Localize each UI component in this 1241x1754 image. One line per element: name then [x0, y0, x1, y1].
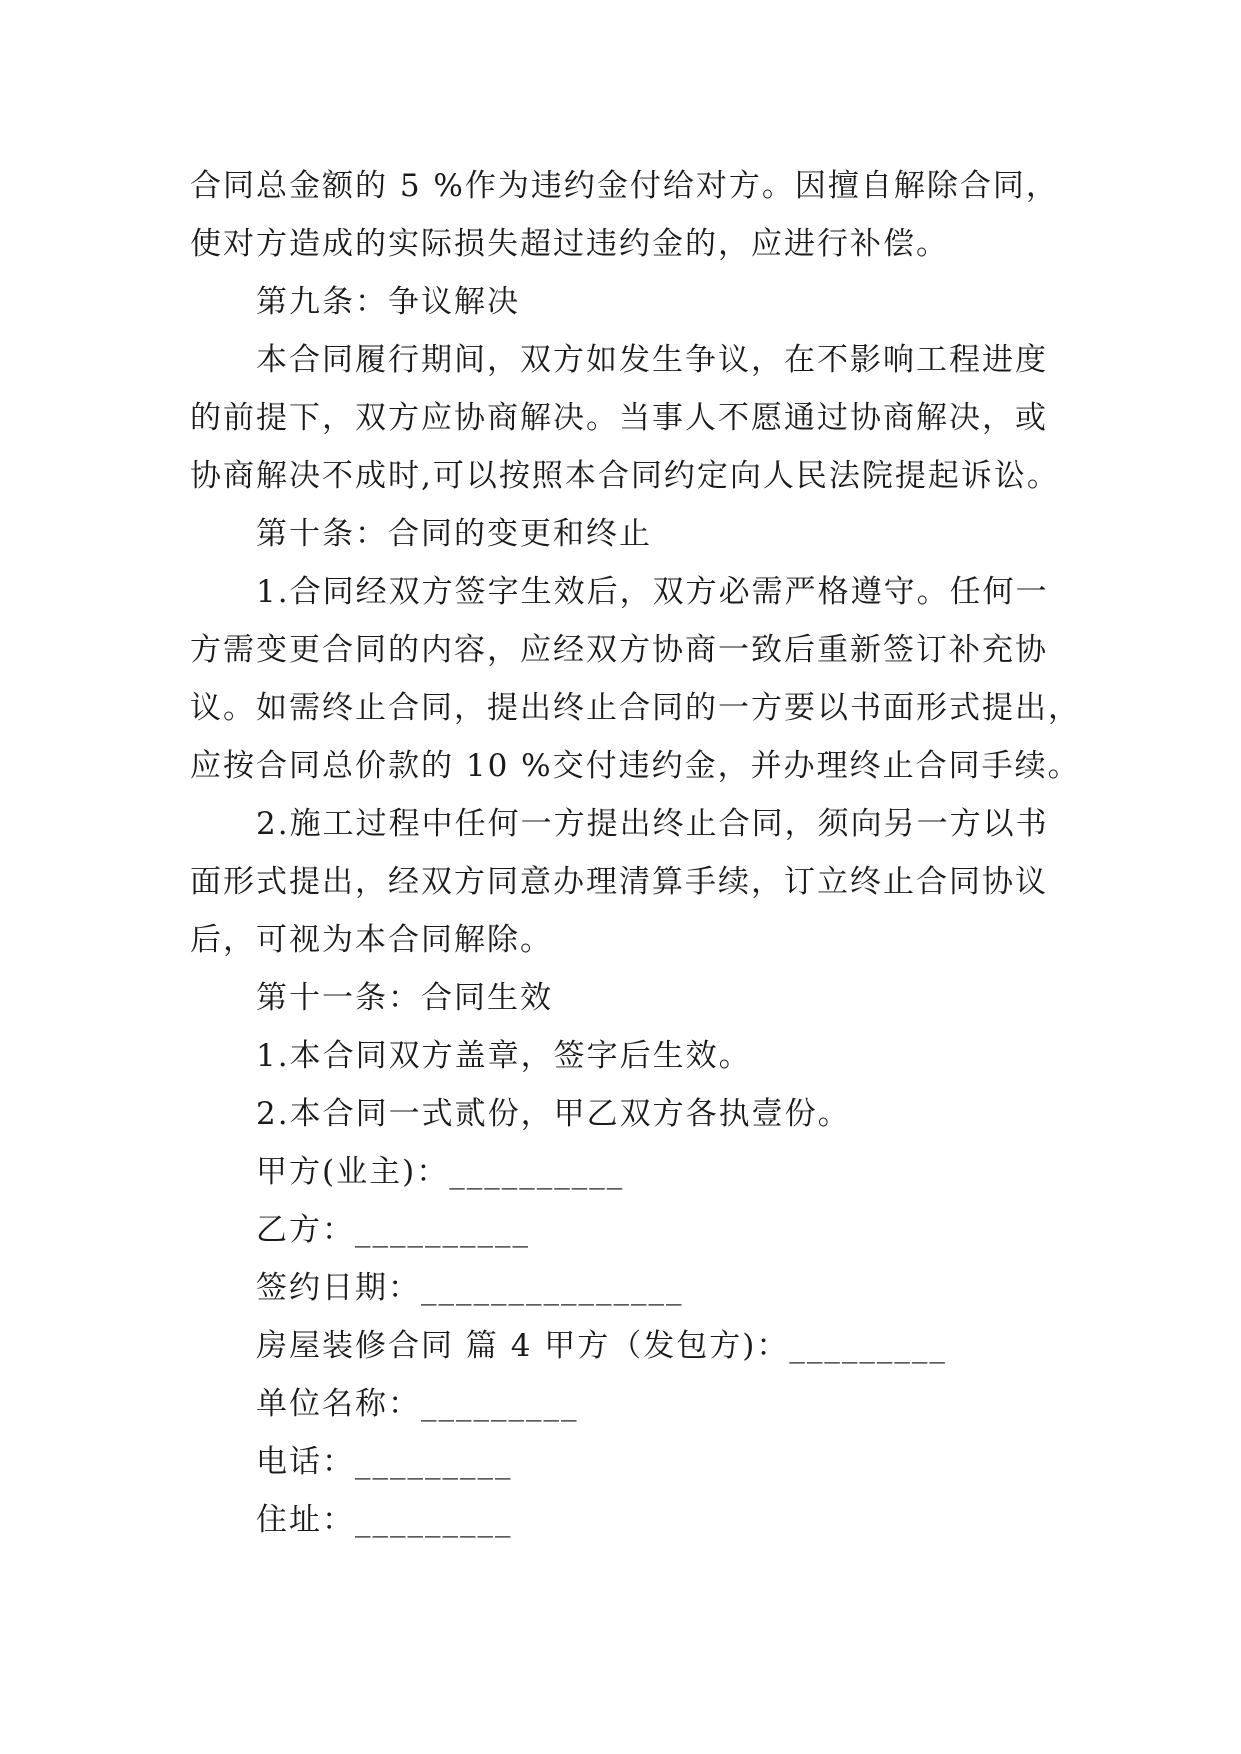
text-line: 协商解决不成时,可以按照本合同约定向人民法院提起诉讼。 [190, 458, 1060, 494]
text-line: 面形式提出，经双方同意办理清算手续，订立终止合同协议 [190, 864, 1048, 900]
text-line: 使对方造成的实际损失超过违约金的，应进行补偿。 [190, 226, 949, 262]
text-line: 的前提下，双方应协商解决。当事人不愿通过协商解决，或 [190, 400, 1048, 436]
text-line: 1.本合同双方盖章，签字后生效。 [256, 1038, 752, 1074]
contract-title-line: 房屋装修合同 篇 4 甲方（发包方)：_________ [256, 1328, 947, 1364]
phone-field: 电话：_________ [256, 1444, 513, 1480]
text-line: 本合同履行期间，双方如发生争议，在不影响工程进度 [256, 342, 1048, 378]
text-line: 后，可视为本合同解除。 [190, 922, 553, 958]
text-line: 议。如需终止合同，提出终止合同的一方要以书面形式提出， [190, 690, 1081, 726]
text-line: 方需变更合同的内容，应经双方协商一致后重新签订补充协 [190, 632, 1048, 668]
text-line: 合同总金额的 5 %作为违约金付给对方。因擅自解除合同， [190, 168, 1059, 204]
text-line: 应按合同总价款的 10 %交付违约金，并办理终止合同手续。 [190, 748, 1081, 784]
sign-date-field: 签约日期：_______________ [256, 1270, 684, 1306]
text-line: 2.本合同一式贰份，甲乙双方各执壹份。 [256, 1096, 851, 1132]
party-b-field: 乙方：__________ [256, 1212, 530, 1248]
section-heading: 第十一条：合同生效 [256, 980, 553, 1016]
address-field: 住址：_________ [256, 1502, 513, 1538]
text-line: 2.施工过程中任何一方提出终止合同，须向另一方以书 [256, 806, 1049, 842]
unit-name-field: 单位名称：_________ [256, 1386, 579, 1422]
party-a-field: 甲方(业主)：__________ [256, 1154, 625, 1190]
section-heading: 第九条：争议解决 [256, 284, 520, 320]
section-heading: 第十条：合同的变更和终止 [256, 516, 652, 552]
text-line: 1.合同经双方签字生效后，双方必需严格遵守。任何一 [256, 574, 1049, 610]
